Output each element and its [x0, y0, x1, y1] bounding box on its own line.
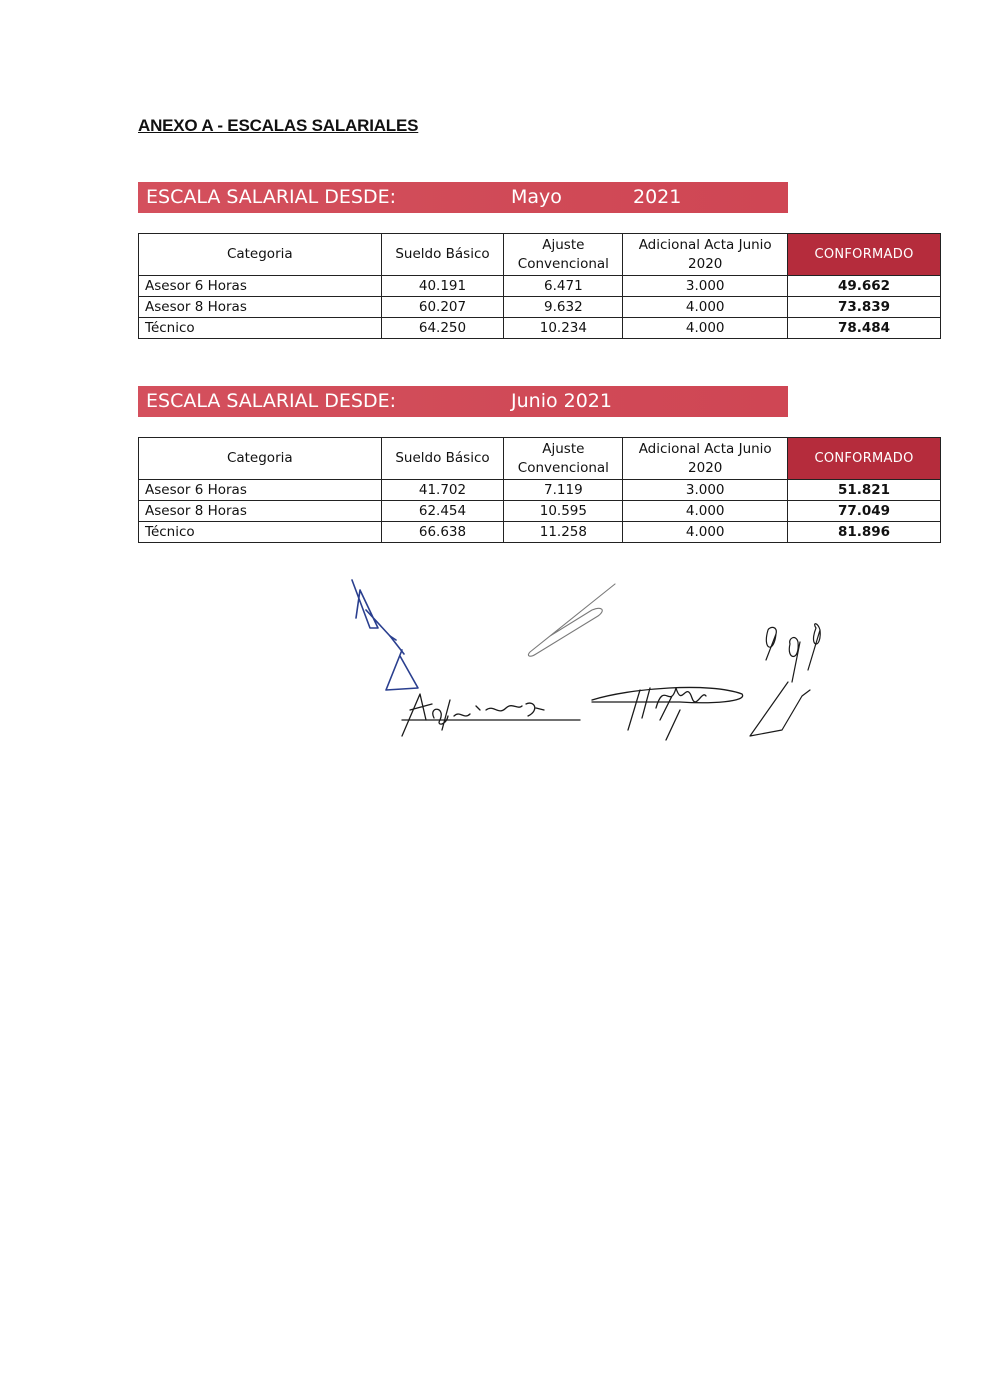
cell-conformado: 78.484 — [788, 318, 941, 339]
cell-ajuste: 11.258 — [504, 522, 623, 543]
cell-sueldo: 66.638 — [381, 522, 504, 543]
table-row — [139, 522, 941, 543]
table-row — [139, 501, 941, 522]
cell-ajuste: 10.234 — [504, 318, 623, 339]
col-header-categoria: Categoria — [139, 234, 382, 276]
cell-sueldo: 40.191 — [381, 276, 504, 297]
col-header-categoria: Categoria — [139, 438, 382, 480]
scale-banner-1 — [138, 182, 788, 213]
table-row — [139, 297, 941, 318]
salary-table-1 — [138, 233, 941, 339]
adicional-line2: 2020 — [688, 459, 723, 476]
cell-conformado: 73.839 — [788, 297, 941, 318]
banner-month: Junio 2021 — [511, 390, 612, 412]
col-header-ajuste — [504, 234, 623, 276]
cell-sueldo: 41.702 — [381, 480, 504, 501]
cell-adicional: 4.000 — [623, 501, 788, 522]
table-row — [139, 318, 941, 339]
cell-adicional: 3.000 — [623, 276, 788, 297]
cell-sueldo: 64.250 — [381, 318, 504, 339]
signatures-area — [330, 570, 850, 760]
cell-adicional: 4.000 — [623, 318, 788, 339]
signature-blue-1 — [352, 580, 418, 690]
table-row — [139, 276, 941, 297]
col-header-conformado: CONFORMADO — [788, 438, 941, 480]
col-header-adicional — [623, 438, 788, 480]
cell-categoria: Técnico — [139, 522, 382, 543]
col-header-adicional — [623, 234, 788, 276]
cell-categoria: Técnico — [139, 318, 382, 339]
cell-categoria: Asesor 6 Horas — [139, 276, 382, 297]
cell-ajuste: 6.471 — [504, 276, 623, 297]
signature-black-4 — [592, 687, 743, 740]
cell-adicional: 3.000 — [623, 480, 788, 501]
cell-conformado: 81.896 — [788, 522, 941, 543]
cell-conformado: 51.821 — [788, 480, 941, 501]
cell-categoria: Asesor 8 Horas — [139, 297, 382, 318]
adicional-line2: 2020 — [688, 255, 723, 272]
ajuste-line2: Convencional — [517, 459, 609, 476]
cell-ajuste: 10.595 — [504, 501, 623, 522]
ajuste-line1: Ajuste — [542, 440, 585, 457]
page-title: ANEXO A - ESCALAS SALARIALES — [138, 116, 419, 135]
col-header-sueldo: Sueldo Básico — [381, 234, 504, 276]
ajuste-line2: Convencional — [517, 255, 609, 272]
cell-conformado: 49.662 — [788, 276, 941, 297]
cell-adicional: 4.000 — [623, 297, 788, 318]
table-header-row — [139, 438, 941, 480]
banner-label: ESCALA SALARIAL DESDE: — [146, 390, 396, 412]
adicional-line1: Adicional Acta Junio — [638, 236, 772, 253]
cell-adicional: 4.000 — [623, 522, 788, 543]
table-row — [139, 480, 941, 501]
cell-categoria: Asesor 6 Horas — [139, 480, 382, 501]
scale-banner-2 — [138, 386, 788, 417]
banner-month: Mayo — [511, 186, 562, 208]
col-header-sueldo: Sueldo Básico — [381, 438, 504, 480]
ajuste-line1: Ajuste — [542, 236, 585, 253]
signature-black-5 — [750, 624, 820, 736]
banner-label: ESCALA SALARIAL DESDE: — [146, 186, 396, 208]
cell-ajuste: 9.632 — [504, 297, 623, 318]
cell-sueldo: 62.454 — [381, 501, 504, 522]
adicional-line1: Adicional Acta Junio — [638, 440, 772, 457]
cell-conformado: 77.049 — [788, 501, 941, 522]
col-header-conformado: CONFORMADO — [788, 234, 941, 276]
signature-gray-2 — [528, 584, 615, 656]
table-header-row — [139, 234, 941, 276]
cell-sueldo: 60.207 — [381, 297, 504, 318]
salary-table-2 — [138, 437, 941, 543]
signature-black-3 — [402, 694, 580, 736]
col-header-ajuste — [504, 438, 623, 480]
cell-ajuste: 7.119 — [504, 480, 623, 501]
cell-categoria: Asesor 8 Horas — [139, 501, 382, 522]
banner-year: 2021 — [633, 186, 682, 208]
